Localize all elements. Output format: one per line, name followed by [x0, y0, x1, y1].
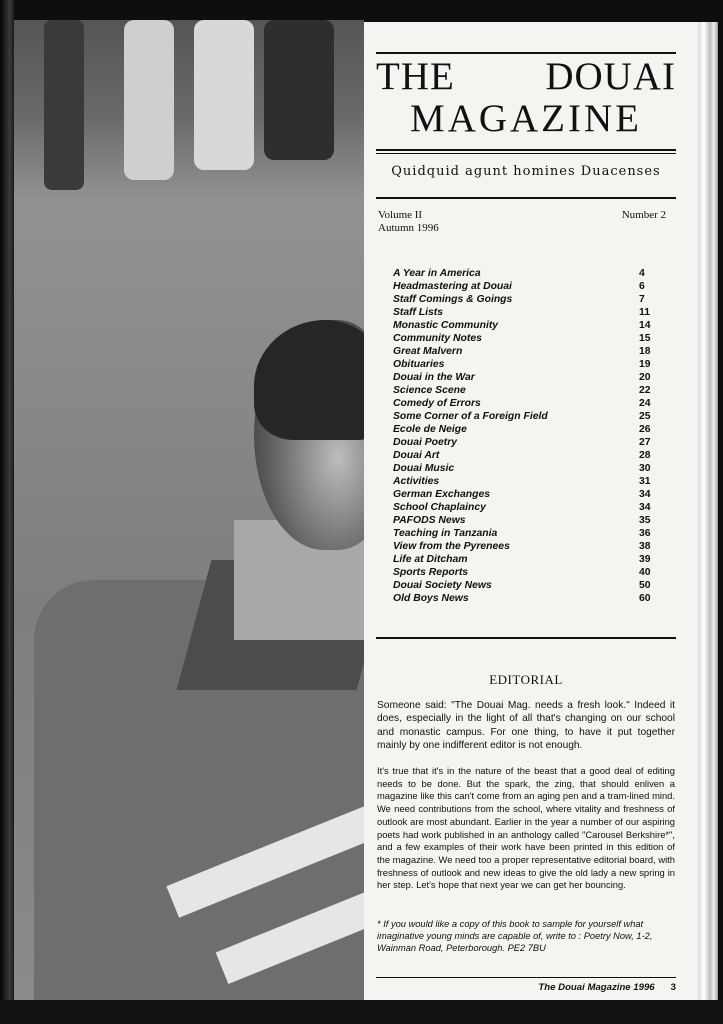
contents-item-title: Staff Lists [393, 307, 444, 318]
motto-rule [376, 197, 676, 199]
contents-item [393, 462, 655, 475]
contents-item-page: 20 [639, 372, 651, 383]
contents-item [393, 566, 655, 579]
running-title: The Douai Magazine 1996 [538, 982, 655, 993]
contents-item-page: 14 [639, 320, 651, 331]
contents-item-page: 18 [639, 346, 651, 357]
scan-background [0, 1000, 723, 1024]
contents-item-page: 30 [639, 463, 651, 474]
contents-item-page: 31 [639, 476, 651, 487]
contents-item-title: PAFODS News [393, 515, 466, 526]
contents-item-title: Life at Ditcham [393, 554, 468, 565]
contents-item [393, 553, 655, 566]
editorial-paragraph: It's true that it's in the nature of the beast that a good deal of editing needs to be done. But the spark, the zing, that should enliven a magazine like this can't come from an aging pen and a tram-lined mind. We need contributions from the school, where vitality and freshness of outlook are most abundant. Earlier in the year a number of our aspiring poets had work published in an anthology called "Carousel Berkshire*", and a few examples of their work have been printed in this edition of the magazine. We need too a proper representative editorial board, with freshness of outlook and new ideas to give the old lady a new spring in her step. Let's hope that next year we can get her bouncing. [377, 765, 675, 891]
contents-item-page: 36 [639, 528, 651, 539]
contents-item [393, 306, 655, 319]
magazine-page [364, 22, 698, 1000]
contents-item [393, 267, 655, 280]
contents-item-page: 38 [639, 541, 651, 552]
contents-item-title: School Chaplaincy [393, 502, 486, 513]
contents-rule [376, 637, 676, 639]
contents-item-page: 28 [639, 450, 651, 461]
contents-item-page: 60 [639, 593, 651, 604]
contents-item-title: Ecole de Neige [393, 424, 467, 435]
contents-item-title: German Exchanges [393, 489, 491, 500]
masthead-rule-thin [376, 153, 676, 154]
photo-figure [194, 20, 254, 170]
contents-item-page: 39 [639, 554, 651, 565]
contents-item-title: Activities [393, 476, 440, 487]
contents-item [393, 488, 655, 501]
page-footer [376, 982, 676, 993]
contents-item [393, 319, 655, 332]
contents-item-page: 50 [639, 580, 651, 591]
contents-item-page: 34 [639, 502, 651, 513]
contents-item [393, 397, 655, 410]
contents-item-title: Staff Comings & Goings [393, 294, 513, 305]
contents-item-page: 22 [639, 385, 651, 396]
contents-item-title: Comedy of Errors [393, 398, 481, 409]
contents-item-title: Community Notes [393, 333, 482, 344]
contents-item-page: 25 [639, 411, 651, 422]
contents-item [393, 410, 655, 423]
contents-item [393, 540, 655, 553]
contents-item [393, 449, 655, 462]
contents-item-title: Douai Music [393, 463, 455, 474]
photo-hair [254, 320, 364, 440]
contents-item [393, 332, 655, 345]
contents-item-title: Monastic Community [393, 320, 499, 331]
contents-item [393, 592, 655, 605]
editorial-heading: EDITORIAL [489, 672, 563, 687]
contents-item-title: Headmastering at Douai [393, 281, 512, 292]
contents-item-title: A Year in America [393, 268, 481, 279]
contents-item [393, 501, 655, 514]
contents-item-title: Science Scene [393, 385, 466, 396]
contents-item [393, 436, 655, 449]
volume-label: Volume II [378, 209, 423, 221]
contents-item-title: Sports Reports [393, 567, 469, 578]
issue-number: Number 2 [621, 209, 666, 221]
contents-item-title: Old Boys News [393, 593, 469, 604]
contents-item-page: 19 [639, 359, 651, 370]
title-word-magazine: MAGAZINE [410, 97, 642, 140]
contents-item [393, 527, 655, 540]
masthead-rule [376, 149, 676, 151]
contents-item-title: Teaching in Tanzania [393, 528, 498, 539]
contents-item-title: Obituaries [393, 359, 445, 370]
contents-item-page: 24 [639, 398, 651, 409]
contents-item [393, 579, 655, 592]
contents-item-page: 15 [639, 333, 651, 344]
contents-item-title: Great Malvern [393, 346, 463, 357]
contents-item-page: 6 [639, 281, 645, 292]
title-word-the: THE [376, 55, 455, 98]
contents-item-page: 11 [639, 307, 650, 318]
contents-item-title: Some Corner of a Foreign Field [393, 411, 548, 422]
photo-figure [44, 20, 84, 190]
photo-figure [264, 20, 334, 160]
season-label: Autumn 1996 [378, 222, 439, 234]
contents-item-title: View from the Pyrenees [393, 541, 510, 552]
contents-item-page: 34 [639, 489, 651, 500]
contents-item [393, 358, 655, 371]
table-of-contents [393, 267, 655, 605]
contents-item-title: Douai Poetry [393, 437, 458, 448]
masthead-motto: Quidquid agunt homines Duacenses [391, 164, 661, 179]
contents-item [393, 475, 655, 488]
photo-figure [124, 20, 174, 180]
masthead-title [376, 56, 676, 140]
contents-item [393, 514, 655, 527]
page-edges [698, 22, 718, 1002]
contents-item [393, 345, 655, 358]
contents-item [393, 280, 655, 293]
contents-item-title: Douai Society News [393, 580, 492, 591]
contents-item-page: 27 [639, 437, 651, 448]
contents-item-page: 26 [639, 424, 651, 435]
title-word-douai: DOUAI [545, 55, 676, 98]
contents-item-title: Douai Art [393, 450, 440, 461]
editorial-footnote: * If you would like a copy of this book to sample for yourself what imaginative young minds are capable of, write to : Poetry Now, 1-2, Wainman Road, Peterborough. PE2 7BU [377, 919, 653, 954]
contents-item [393, 293, 655, 306]
footer-rule [376, 977, 676, 978]
editorial-paragraph: Someone said: "The Douai Mag. needs a fresh look." Indeed it does, especially in the light of all that's changing on our school and monastic campus. For one thing, to have it put together mainly by one indifferent editor is not enough. [377, 700, 675, 751]
page-number: 3 [670, 982, 676, 993]
contents-item-page: 40 [639, 567, 651, 578]
contents-item-page: 4 [639, 268, 645, 279]
contents-item [393, 371, 655, 384]
book-spine [0, 0, 14, 1024]
contents-item-page: 35 [639, 515, 651, 526]
contents-item [393, 423, 655, 436]
contents-item-title: Douai in the War [393, 372, 475, 383]
contents-item [393, 384, 655, 397]
cover-photo [14, 20, 364, 1000]
top-rule [376, 52, 676, 54]
issue-volume [378, 209, 439, 235]
contents-item-page: 7 [639, 294, 645, 305]
